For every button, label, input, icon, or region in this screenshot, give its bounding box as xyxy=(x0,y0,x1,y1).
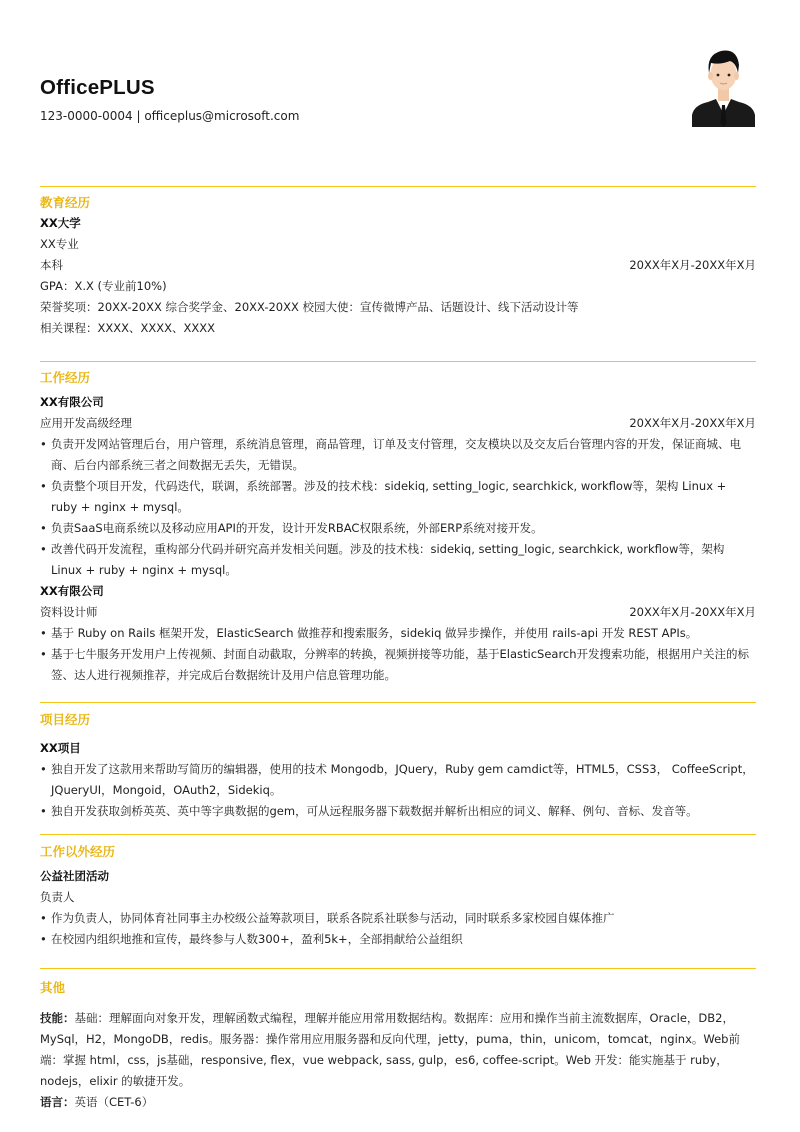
activity-name: 公益社团活动 xyxy=(40,869,109,883)
language-text: 英语（CET-6） xyxy=(74,1095,154,1109)
job-bullet: • 负责开发网站管理后台，用户管理，系统消息管理，商品管理，订单及支付管理，交友模块以及交友后台管理内容的开发，保证商城、电商、后台内部系统三者之间数据无丢失，无错误。 xyxy=(40,434,756,476)
section-divider xyxy=(40,968,756,969)
other-section xyxy=(40,978,756,1113)
section-title-work: 工作经历 xyxy=(40,370,91,385)
section-divider xyxy=(40,361,756,362)
job-bullet: • 基于七牛服务开发用户上传视频、封面自动截取，分辨率的转换，视频拼接等功能，基于ElasticSearch开发搜索功能，根据用户关注的标签、达人进行视频推荐，并完成后台数据统计及用户信息管理功能。 xyxy=(40,644,756,686)
school-name: XX大学 xyxy=(40,216,81,230)
major: XX专业 xyxy=(40,237,79,251)
section-divider xyxy=(40,834,756,835)
job-role-row xyxy=(40,413,756,434)
section-title-projects: 项目经历 xyxy=(40,712,91,727)
job-role-row xyxy=(40,602,756,623)
activity-bullet: • 在校园内组织地推和宣传，最终参与人数300+，盈利5k+，全部捐献给公益组织 xyxy=(40,929,756,950)
avatar xyxy=(692,43,755,127)
section-title-other: 其他 xyxy=(40,980,66,995)
company-name: XX有限公司 xyxy=(40,584,104,598)
job-bullet: • 负责SaaS电商系统以及移动应用API的开发，设计开发RBAC权限系统，外部ERP系统对接开发。 xyxy=(40,518,756,539)
education-section xyxy=(40,193,756,339)
gpa: GPA：X.X (专业前10%) xyxy=(40,279,167,293)
section-title-education: 教育经历 xyxy=(40,195,91,210)
job-bullet: • 负责整个项目开发，代码迭代，联调，系统部署。涉及的技术栈：sidekiq, setting_logic, searchkick, workflow等，架构 Linux + ruby + nginx + mysql。 xyxy=(40,476,756,518)
section-title-extra: 工作以外经历 xyxy=(40,844,116,859)
job-bullet: • 基于 Ruby on Rails 框架开发，ElasticSearch 做推荐和搜索服务，sidekiq 做异步操作，并使用 rails-api 开发 REST APIs。 xyxy=(40,623,756,644)
activity-role: 负责人 xyxy=(40,890,75,904)
project-bullet: • 独自开发获取剑桥英英、英中等字典数据的gem，可从远程服务器下载数据并解析出相应的词义、解释、例句、音标、发音等。 xyxy=(40,801,756,822)
skills-paragraph xyxy=(40,1008,756,1092)
skills-text: 基础：理解面向对象开发，理解函数式编程，理解并能应用常用数据结构。数据库：应用和操作当前主流数据库，Oracle，DB2，MySql，H2，MongoDB，redis。服务器：操作常用应用服务器和反向代理，jetty，puma，thin，unicom，tomcat，nginx。Web前端：掌握 html，css，js基础，responsive, flex，vue webpack, sass, gulp，es6, coffee-script。Web 开发：能实施基于 ruby，nodejs，elixir 的敏捷开发。 xyxy=(40,1011,740,1088)
language-paragraph xyxy=(40,1092,756,1113)
section-divider xyxy=(40,702,756,703)
company-name: XX有限公司 xyxy=(40,395,104,409)
job-date: 20XX年X月-20XX年X月 xyxy=(629,416,756,430)
honors: 荣誉奖项：20XX-20XX 综合奖学金、20XX-20XX 校园大使：宣传微博产品、话题设计、线下活动设计等 xyxy=(40,300,579,314)
project-bullet: • 独自开发了这款用来帮助写简历的编辑器，使用的技术 Mongodb，JQuery，Ruby gem camdict等，HTML5，CSS3， CoffeeScript，JQueryUI，Mongoid，OAuth2，Sidekiq。 xyxy=(40,759,756,801)
degree-row xyxy=(40,255,756,276)
activity-bullet: • 作为负责人，协同体育社同事主办校级公益筹款项目，联系各院系社联参与活动，同时联系多家校园自媒体推广 xyxy=(40,908,756,929)
project-name: XX项目 xyxy=(40,741,81,755)
degree: 本科 xyxy=(40,258,63,272)
contact-info: 123-0000-0004 | officeplus@microsoft.com xyxy=(40,109,300,123)
work-section xyxy=(40,368,756,686)
section-divider xyxy=(40,186,756,187)
projects-section xyxy=(40,710,756,822)
language-label: 语言： xyxy=(40,1095,75,1109)
job-role: 资料设计师 xyxy=(40,605,98,619)
courses: 相关课程：XXXX、XXXX、XXXX xyxy=(40,321,216,335)
education-date: 20XX年X月-20XX年X月 xyxy=(629,258,756,272)
candidate-name: OfficePLUS xyxy=(40,76,155,99)
extra-section xyxy=(40,842,756,950)
job-bullet: • 改善代码开发流程，重构部分代码并研究高并发相关问题。涉及的技术栈：sidekiq, setting_logic, searchkick, workflow等，架构 Linux + ruby + nginx + mysql。 xyxy=(40,539,756,581)
job-date: 20XX年X月-20XX年X月 xyxy=(629,605,756,619)
skills-label: 技能： xyxy=(40,1011,75,1025)
job-role: 应用开发高级经理 xyxy=(40,416,132,430)
